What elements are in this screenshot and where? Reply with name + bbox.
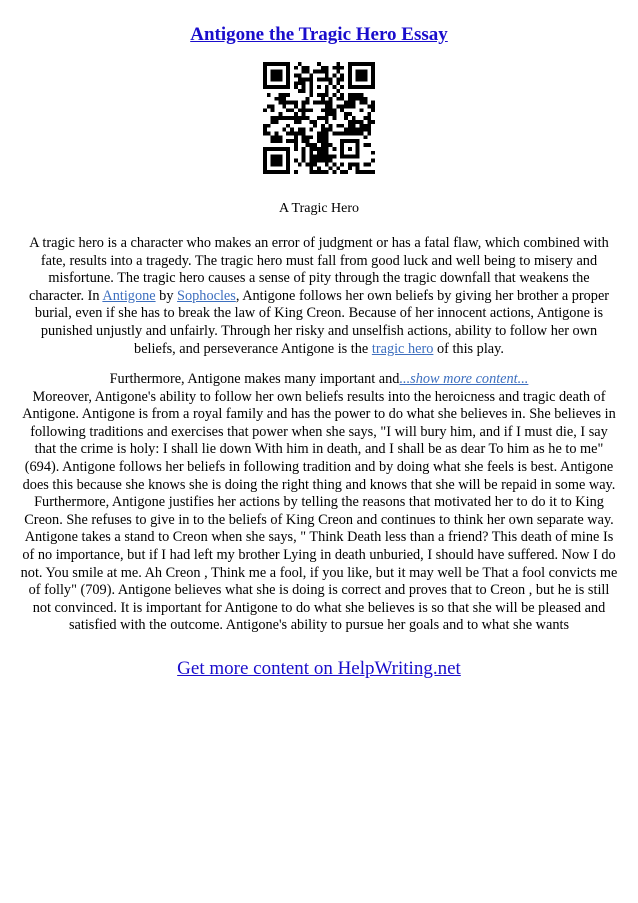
essay-paragraph-1: [20, 235, 618, 358]
show-more-link[interactable]: ...show more content...: [399, 371, 529, 387]
tragic-hero-link[interactable]: tragic hero: [371, 340, 434, 357]
sophocles-link[interactable]: Sophocles: [177, 287, 236, 304]
paragraph-2-body: Moreover, Antigone's ability to follow her own beliefs results into the heroicness and tragic death of Antigone. Antigone is from a royal family and has the power to do what she believes in. She believes in following traditions and exercises that power when she says, "I will bury him, and if I must die, I say that the crime is holy: I shall lie down With him in death, and I shall be as dear To him as he to me" (694). Antigone follows her beliefs in following tradition and by doing what she feels is best. Antigone does this because she knows she is doing the right thing and knows that she will be repaid in some way. Furthermore, Antigone justifies her actions by telling the reasons that motivated her to do it to King Creon. She refuses to give in to the beliefs of King Creon and continues to think her own separate way. Antigone takes a stand to Creon when she says, " Think Death less than a friend? This death of mine Is of no importance, but if I had left my brother Lying in death unburied, I should have suffered. Now I do not. You smile at me. Ah Creon , Think me a fool, if you like, but it may well be That a fool convicts me of folly" (709). Antigone believes what she is doing is correct and proves that to Creon , but he is still not convinced. It is important for Antigone to do what she believes is so that she will be pleased and satisfied with the outcome. Antigone's ability to pursue her goals and to what she wants: [20, 388, 618, 634]
antigone-link[interactable]: Antigone: [102, 287, 156, 304]
qr-code-icon: [263, 62, 375, 174]
paragraph-2-lead: Furthermore, Antigone makes many important and: [109, 371, 400, 387]
page-title[interactable]: Antigone the Tragic Hero Essay: [190, 24, 448, 45]
helpwriting-link[interactable]: Get more content on HelpWriting.net: [177, 658, 461, 679]
essay-subtitle: A Tragic Hero: [278, 201, 360, 216]
essay-paragraph-2: [20, 371, 618, 635]
paragraph-1-text-a: A tragic hero is a character who makes an error of judgment or has a fatal flaw, which combined with fate, results into a tragedy. The tragic hero must fall from good luck and well being to misery and misfortune. The tragic hero causes a sense of pity through the tragic downfall that weakens the character. In: [28, 235, 609, 304]
paragraph-1-text-c: , Antigone follows her own beliefs by giving her brother a proper burial, even if she has to break the law of King Creon. Because of her innocent actions, Antigone is punished unjustly and unfairly. Through her risky and unselfish actions, ability to follow her own beliefs, and perseverance Antigone is the: [34, 287, 610, 357]
paragraph-1-text-b: by: [155, 287, 178, 304]
paragraph-1-text-d: of this play.: [433, 340, 504, 357]
